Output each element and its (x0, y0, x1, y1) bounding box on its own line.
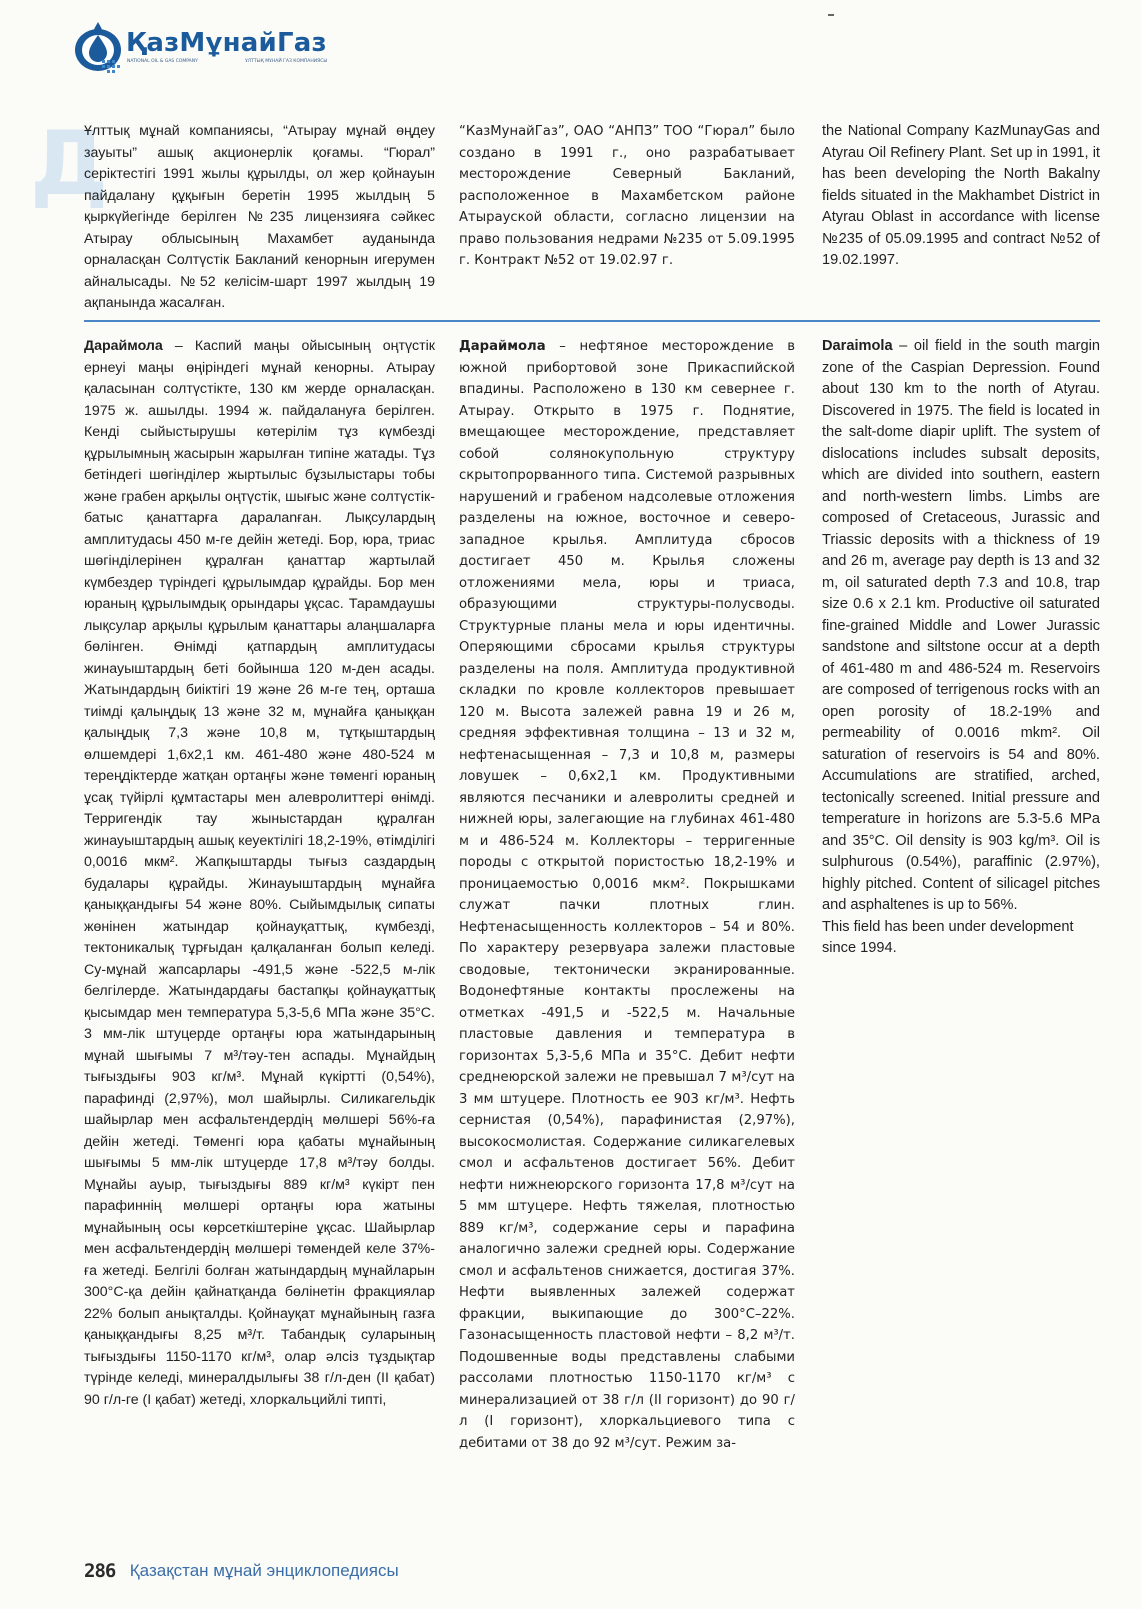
entry-english-paragraph (822, 336, 1100, 917)
entry-english-text: – oil field in the south margin zone of the Caspian Depression. Found about 130 km to the north of Atyrau. Discovered in 1975. The field is located in the salt-dome diapir uplift. The system of dislocations includes subsalt deposits, which are divided into southern, eastern and north-western limbs. Limbs are composed of Cretaceous, Jurassic and Triassic deposits with a thickness of 19 and 26 m, average pay depth is 13 and 32 m, oil saturated depth 7.3 and 10.8, trap size 0.6 x 2.1 km. Productive oil saturated fine-grained Middle and Lower Jurassic sandstone and siltstone occur at a depth of 461-480 m and 486-524 m. Reservoirs are composed of terrigenous rocks with an open porosity of 18.2-19% and permeability of 0.0016 mkm². Oil saturation of reservoirs is 54 and 80%. Accumulations are stratified, arched, tectonically screened. Initial pressure and temperature in horizons are 5.3-5.6 MPa and 35°C. Oil density is 903 kg/m³. Oil is sulphurous (0.54%), paraffinic (2.97%), highly pitched. Content of silicagel pitches and asphaltenes is up to 56%. (822, 338, 1100, 913)
entry-kazakh-term: Дараймола (84, 338, 163, 354)
entry-kazakh-text: – Каспий маңы ойысының оңтүстік ернеуі маңы өңіріндегі мұнай кенорны. Атырау қаласынан солтүстікте, 130 км жерде орналасқан. 1975 ж. ашылды. 1994 ж. пайдалануға берілген. Кенді сыйыстырушы көтерілім тұз күмбезді құрылымның жасырын жарылған типіне жатады. Тұз бетіндегі шөгінділер жыртылыс бұзылыстары тобы және грабен арқылы оңтүстік, шығыс және солтүстік-батыс қанаттарға даралanған. Лықсулардың амплитудасы 450 м-ге дейін жетеді. Бор, юра, триас шөгінділерінен құралған қанаттар жартылай күмбездер түріндегі құрылымдар құрайды. Бор мен юраның құрылымдық орындары ұқсас. Тарамдаушы лықсулар арқылы құрылым қанаттары алаңшаларға бөлінген. Өнімді қатпардың амплитудасы жинауыштардың беті бойынша 120 м-ден асады. Жатындардың биіктігі 19 және 26 м-ге тең, орташа тиімді қалыңдық 13 және 32 м, мұнайға қаныққан қалыңдық 7,3 және 10,8 м, тұтқыштардың өлшемдері 1,6х2,1 км. 461-480 және 480-524 м тереңдіктерде жатқан ортаңғы және төменгі юраның ұсақ түйірлі құмтастары мен алевролиттері өнімді. Терригендік тау жыныстардан құралған жинауыштардың ашық кеуектілігі 18,2-19%, өтімділігі 0,0016 мкм². Жапқыштарды тығыз саздардың будалары құрайды. Жинауыштардың мұнайға қаныққандығы 54 және 80%. Сыйымдылық сипаты жөнінен жатындар қойнауқаттық, күмбезді, тектоникалық тұрғыдан қалқаланған болып келеді. Су-мұнай жапсарлары -491,5 және -522,5 м-лік белгілерде. Жатындардағы бастапқы қойнауқаттық қысымдар мен температура 5,3-5,6 МПа және 35°С. 3 мм-лік штуцерде ортаңғы юра жатындарының мұнай шығымы 7 м³/тәу-тен аспады. Мұнайдың тығыздығы 903 кг/м³. Мұнай күкіртті (0,54%), парафинді (2,97%), мол шайырлы. Силикагельдік шайырлар мен асфальтендердің мөлшері 56%-ға дейін жетеді. Төменгі юра қабаты мұнайының шығымы 5 мм-лік штуцерде 17,8 м³/тәу болды. Мұнайы ауыр, тығыздығы 889 кг/м³ күкірт пен парафиннің мөлшері ортаңғы юра жатыны мұнайының осы көрсеткіштеріне ұқсас. Шайырлар мен асфальтендердің мөлшері төмендей келе 37%-ға жетеді. Белгілі болған жатындардың мұнайларын 300°С-қа дейін қайнатқанда бөлінетін фракциялар 22% болып анықталды. Қойнауқат мұнайының газға қаныққандығы 8,25 м³/т. Табандық суларының тығыздығы 1150-1170 кг/м³, олар әлсіз тұздықтар түрінде келеді, минералдылығы 38 г/л-ден (II қабат) 90 г/л-ге (I қабат) жетеді, хлоркальцийлі типті, (84, 338, 435, 1408)
entry-kazakh-column (84, 336, 435, 1411)
logo-subtitle-en: NATIONAL OIL & GAS COMPANY (127, 59, 198, 64)
intro-russian-column (459, 121, 795, 272)
entry-russian-term: Дараймола (459, 339, 546, 354)
intro-english-column (822, 121, 1100, 272)
section-divider (84, 320, 1100, 322)
entry-kazakh-paragraph (84, 336, 435, 1411)
book-title: Қазақстан мұнай энциклопедиясы (129, 1561, 399, 1580)
top-mark (828, 14, 834, 16)
intro-english-text: the National Company KazMunayGas and Atyrau Oil Refinery Plant. Set up in 1991, it has been developing the North Bakalny fields situated in the Makhambet District in Atyrau Oblast in accordance with license №235 of 05.09.1995 and contract №52 of 19.02.1997. (822, 123, 1100, 268)
decorative-letter: Д (30, 112, 109, 215)
entry-english-paragraph-2: This field has been under development since 1994. (822, 918, 1074, 956)
intro-kazakh-text: Ұлттық мұнай компаниясы, “Атырау мұнай өңдеу зауыты” ашық акционерлік қоғамы. “Гюрал” серіктестігі 1991 жылы құрылды, ол жер қойнауын пайдалану құқығын беретін 1995 жылдың 5 қыркүйегінде берілген №235 лицензияға сәйкес Атырау облысының Махамбет ауданында орналасқан Солтүстік Бакланий кенорнын игерумен айналысады. №52 келісім-шарт 1997 жылдың 19 ақпанында жасалған. (84, 123, 435, 311)
entry-russian-column (459, 336, 795, 1454)
intro-kazakh-column (84, 121, 435, 315)
company-logo (72, 16, 372, 74)
logo-wordmark: ҚазМұнайГаз (126, 28, 327, 58)
page-number: 286 (84, 1560, 116, 1582)
oil-drop-icon (72, 16, 124, 74)
logo-subtitle-kz: ҰЛТТЫҚ МҰНАЙ ГАЗ КОМПАНИЯСЫ (245, 59, 328, 64)
entry-russian-paragraph (459, 336, 795, 1454)
entry-english-column (822, 336, 1100, 960)
entry-english-term: Daraimola (822, 338, 893, 354)
page-footer (84, 1560, 399, 1582)
entry-russian-text: – нефтяное месторождение в южной прибортовой зоне Прикаспийской впадины. Расположено в 130 км севернее г. Атырау. Открыто в 1975 г. Поднятие, вмещающее месторождение, представляет собой солянокупольную структуру скрытопрорванного типа. Системой разрывных нарушений и грабеном надсолевые отложения разделены на южное, восточное и северо-западное крылья. Амплитуда сбросов достигает 450 м. Крылья сложены отложениями мела, юры и триаса, образующими структуры-полусводы. Структурные планы мела и юры идентичны. Оперяющими сбросами крылья структуры разделены на поля. Амплитуда продуктивной складки по кровле коллекторов превышает 120 м. Высота залежей равна 19 и 26 м, средняя эффективная толщина – 13 и 32 м, нефтенасыщенная – 7,3 и 10,8 м, размеры ловушек – 0,6х2,1 км. Продуктивными являются песчаники и алевролиты средней и нижней юры, залегающие на глубинах 461-480 м и 486-524 м. Коллекторы – терригенные породы с открытой пористостью 18,2-19% и проницаемостью 0,0016 мкм². Покрышками служат пачки плотных глин. Нефтенасыщенность коллекторов – 54 и 80%. По характеру резервуара залежи пластовые сводовые, тектонически экранированные. Водонефтяные контакты прослежены на отметках -491,5 и -522,5 м. Начальные пластовые давления и температура в горизонтах 5,3-5,6 МПа и 35°С. Дебит нефти среднеюрской залежи не превышал 7 м³/сут на 3 мм штуцере. Плотность ее 903 кг/м³. Нефть сернистая (0,54%), парафинистая (2,97%), высокосмолистая. Содержание силикагелевых смол и асфальтенов достигает 56%. Дебит нефти нижнеюрского горизонта 17,8 м³/сут на 5 мм штуцере. Нефть тяжелая, плотностью 889 кг/м³, содержание серы и парафина аналогично залежи средней юры. Содержание смол и асфальтенов снижается, достигая 37%. Нефти выявленных залежей содержат фракции, выкипающие до 300°С–22%. Газонасыщенность пластовой нефти – 8,2 м³/т. Подошвенные воды представлены слабыми рассолами плотностью 1150-1170 кг/м³ с минерализацией от 38 г/л (II горизонт) до 90 г/л (I горизонт), хлоркальциевого типа с дебитами от 38 до 92 м³/сут. Режим за- (459, 339, 795, 1451)
intro-russian-text: “КазМунайГаз”, ОАО “АНПЗ” ТОО “Гюрал” было создано в 1991 г., оно разрабатывает месторождение Северный Бакланий, расположенное в Махамбетском районе Атырауской области, согласно лицензии на право пользования недрами №235 от 5.09.1995 г. Контракт №52 от 19.02.97 г. (459, 124, 795, 268)
